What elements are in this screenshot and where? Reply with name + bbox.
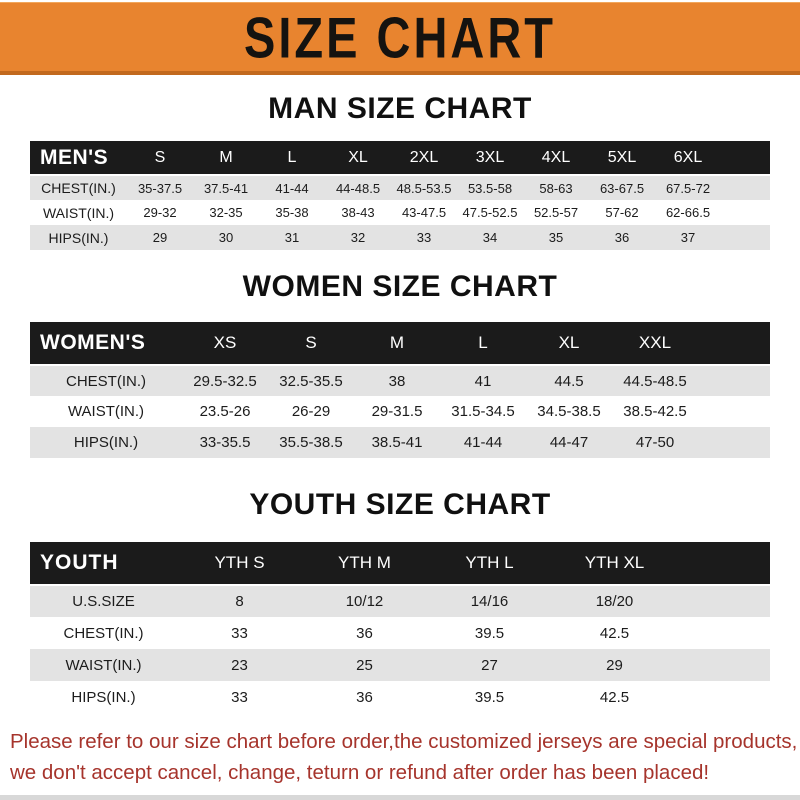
size-value: 38-43 xyxy=(341,205,375,220)
size-value: 33 xyxy=(416,230,432,245)
size-value: 44-48.5 xyxy=(335,180,381,196)
size-value: 53.5-58 xyxy=(467,180,513,196)
table-row xyxy=(30,225,770,250)
row-label: WAIST(IN.) xyxy=(65,656,142,674)
size-value: 44.5 xyxy=(554,372,584,390)
size-value: 32 xyxy=(350,230,366,245)
size-value: 34 xyxy=(482,230,498,245)
row-filler xyxy=(677,585,770,617)
size-value: 23.5-26 xyxy=(199,403,251,420)
size-value: 29 xyxy=(606,656,623,674)
row-filler xyxy=(677,617,770,649)
row-label: CHEST(IN.) xyxy=(41,180,116,196)
size-value: 52.5-57 xyxy=(533,205,579,220)
size-value: 29-32 xyxy=(143,205,177,220)
order-note xyxy=(10,726,800,788)
size-column-header: 6XL xyxy=(655,141,721,175)
size-column-header: 4XL xyxy=(523,141,589,175)
size-value: 44.5-48.5 xyxy=(623,372,687,390)
row-label: CHEST(IN.) xyxy=(63,624,144,642)
size-value: 29-31.5 xyxy=(371,403,423,420)
youth-size-table xyxy=(30,542,770,713)
table-row xyxy=(30,427,770,458)
size-value: 36 xyxy=(356,624,373,642)
table-row xyxy=(30,617,770,649)
size-value: 39.5 xyxy=(474,624,505,642)
size-value: 27 xyxy=(481,656,498,674)
row-filler xyxy=(721,200,770,225)
row-filler xyxy=(677,649,770,681)
size-value: 62-66.5 xyxy=(665,205,711,220)
size-value: 36 xyxy=(356,688,373,706)
size-value: 43-47.5 xyxy=(401,205,447,220)
table-title: YOUTH xyxy=(30,542,177,585)
order-note-line2: we don't accept cancel, change, teturn or refund after order has been placed! xyxy=(10,761,710,784)
size-column-header: S xyxy=(268,322,354,365)
size-column-header: L xyxy=(440,322,526,365)
row-filler xyxy=(698,427,770,458)
table-row xyxy=(30,365,770,396)
size-column-header: YTH M xyxy=(302,542,427,585)
row-label: WAIST(IN.) xyxy=(42,204,115,221)
size-value: 47.5-52.5 xyxy=(462,205,518,220)
size-value: 42.5 xyxy=(599,688,630,706)
size-value: 32.5-35.5 xyxy=(279,372,343,390)
size-value: 41-44 xyxy=(275,180,309,196)
size-value: 26-29 xyxy=(291,403,331,420)
size-value: 38.5-41 xyxy=(371,434,423,451)
size-column-header: XL xyxy=(526,322,612,365)
size-value: 29 xyxy=(152,230,168,245)
size-value: 18/20 xyxy=(595,593,634,610)
size-column-header: YTH S xyxy=(177,542,302,585)
row-label: HIPS(IN.) xyxy=(73,434,139,451)
size-value: 14/16 xyxy=(470,593,509,610)
size-value: 38 xyxy=(388,372,406,390)
size-value: 8 xyxy=(235,593,244,610)
size-value: 35-37.5 xyxy=(137,180,183,196)
row-filler xyxy=(721,225,770,250)
size-column-header: XL xyxy=(325,141,391,175)
size-value: 37.5-41 xyxy=(203,180,249,196)
size-value: 36 xyxy=(614,230,630,245)
size-column-header: M xyxy=(354,322,440,365)
table-row xyxy=(30,175,770,200)
size-value: 47-50 xyxy=(635,434,675,451)
size-value: 38.5-42.5 xyxy=(623,403,687,420)
size-value: 23 xyxy=(231,656,248,674)
header-filler xyxy=(721,141,770,175)
size-value: 33 xyxy=(231,688,248,706)
youth-section-heading: YOUTH SIZE CHART xyxy=(249,488,551,521)
size-column-header: XS xyxy=(182,322,268,365)
size-value: 30 xyxy=(218,230,234,245)
table-row xyxy=(30,681,770,713)
size-value: 39.5 xyxy=(474,688,505,706)
size-column-header: S xyxy=(127,141,193,175)
row-label: WAIST(IN.) xyxy=(67,403,145,420)
table-row xyxy=(30,649,770,681)
size-column-header: L xyxy=(259,141,325,175)
size-value: 44-47 xyxy=(549,434,589,451)
table-title: WOMEN'S xyxy=(30,322,182,365)
size-value: 41-44 xyxy=(463,434,503,451)
size-value: 63-67.5 xyxy=(599,180,645,196)
size-column-header: 2XL xyxy=(391,141,457,175)
size-value: 29.5-32.5 xyxy=(193,372,257,390)
table-row xyxy=(30,200,770,225)
men-section-heading: MAN SIZE CHART xyxy=(268,92,532,125)
size-value: 32-35 xyxy=(209,205,243,220)
size-column-header: XXL xyxy=(612,322,698,365)
size-column-header: 5XL xyxy=(589,141,655,175)
table-title: MEN'S xyxy=(30,141,127,175)
size-value: 42.5 xyxy=(599,624,630,642)
size-column-header: 3XL xyxy=(457,141,523,175)
women-section-heading: WOMEN SIZE CHART xyxy=(242,270,558,303)
row-label: U.S.SIZE xyxy=(72,593,135,610)
header-row xyxy=(30,542,770,585)
size-value: 35 xyxy=(548,230,564,245)
size-value: 31.5-34.5 xyxy=(451,403,515,420)
page-title: SIZE CHART xyxy=(244,4,556,70)
size-value: 57-62 xyxy=(605,205,639,220)
table-row xyxy=(30,585,770,617)
row-filler xyxy=(677,681,770,713)
size-value: 67.5-72 xyxy=(665,180,711,196)
size-value: 33 xyxy=(231,624,248,642)
size-value: 58-63 xyxy=(539,180,573,196)
row-label: HIPS(IN.) xyxy=(71,688,136,706)
size-value: 10/12 xyxy=(345,593,384,610)
size-value: 35.5-38.5 xyxy=(279,434,343,451)
table-row xyxy=(30,396,770,427)
order-note-line1: Please refer to our size chart before order,the customized jerseys are special products, xyxy=(10,730,798,753)
size-value: 31 xyxy=(284,230,300,245)
bottom-strip xyxy=(0,795,800,800)
men-size-table xyxy=(30,141,770,250)
row-label: HIPS(IN.) xyxy=(48,229,109,246)
header-filler xyxy=(677,542,770,585)
size-value: 48.5-53.5 xyxy=(396,180,452,196)
header-filler xyxy=(698,322,770,365)
size-value: 37 xyxy=(680,230,696,245)
size-value: 33-35.5 xyxy=(199,434,251,451)
row-label: CHEST(IN.) xyxy=(66,372,146,390)
row-filler xyxy=(698,396,770,427)
size-column-header: YTH L xyxy=(427,542,552,585)
row-filler xyxy=(721,175,770,200)
women-size-table xyxy=(30,322,770,458)
size-value: 35-38 xyxy=(275,205,309,220)
header-row xyxy=(30,141,770,175)
size-value: 41 xyxy=(474,372,492,390)
size-value: 34.5-38.5 xyxy=(537,403,601,420)
row-filler xyxy=(698,365,770,396)
header-row xyxy=(30,322,770,365)
size-value: 25 xyxy=(356,656,373,674)
size-column-header: YTH XL xyxy=(552,542,677,585)
size-column-header: M xyxy=(193,141,259,175)
banner xyxy=(0,2,800,75)
